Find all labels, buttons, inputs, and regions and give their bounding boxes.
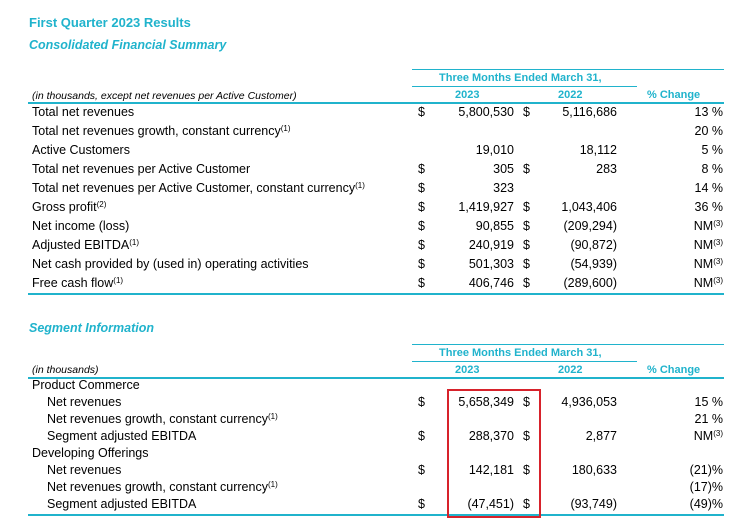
table-row [0, 496, 746, 513]
summary-col-change: % Change [647, 89, 701, 101]
percent-change: (49)% [689, 497, 723, 511]
page-title: First Quarter 2023 Results [29, 15, 191, 30]
percent-change: 5 % [701, 143, 723, 157]
value-2023: 142,181 [468, 463, 514, 477]
segment-col-2023: 2023 [455, 364, 480, 376]
percent-change: 15 % [694, 395, 723, 409]
summary-col-2022: 2022 [558, 89, 583, 101]
table-row [0, 462, 746, 479]
value-2023: 90,855 [475, 219, 514, 233]
percent-change: (17)% [689, 480, 723, 494]
dollar-sign-2023: $ [418, 463, 425, 477]
table-row [0, 445, 746, 462]
dollar-sign-2023: $ [418, 429, 425, 443]
dollar-sign-2023: $ [418, 497, 425, 511]
value-2022: 4,936,053 [561, 395, 617, 409]
summary-bottom-rule [28, 293, 724, 295]
summary-period-header: Three Months Ended March 31, [439, 72, 602, 84]
value-2023: 501,303 [468, 257, 514, 271]
row-label: Total net revenues per Active Customer [32, 162, 251, 176]
value-2023: 5,800,530 [458, 105, 514, 119]
table-row [0, 198, 746, 217]
summary-col-2023: 2023 [455, 89, 480, 101]
table-row [0, 103, 746, 122]
table-row [0, 160, 746, 179]
percent-change: 13 % [694, 105, 723, 119]
dollar-sign-2023: $ [418, 181, 425, 195]
value-2022: (289,600) [563, 276, 617, 290]
segment-top-rule [412, 344, 724, 345]
section-title-summary: Consolidated Financial Summary [29, 38, 227, 52]
dollar-sign-2023: $ [418, 257, 425, 271]
value-2023: 5,658,349 [458, 395, 514, 409]
value-2022: 2,877 [585, 429, 617, 443]
percent-change: NM$^{(3)}$ [693, 257, 723, 271]
table-row [0, 394, 746, 411]
table-row [0, 255, 746, 274]
summary-top-rule [412, 69, 724, 70]
table-row [0, 428, 746, 445]
value-2022: (93,749) [570, 497, 617, 511]
dollar-sign-2022: $ [523, 257, 530, 271]
percent-change: 21 % [694, 412, 723, 426]
row-label: Net cash provided by (used in) operating activities [32, 257, 309, 271]
value-2023: 19,010 [475, 143, 514, 157]
row-label: Free cash flow$^{(1)}$ [32, 276, 124, 290]
dollar-sign-2022: $ [523, 238, 530, 252]
summary-units-note: (in thousands, except net revenues per Active Customer) [32, 90, 297, 102]
percent-change: 20 % [694, 124, 723, 138]
value-2022: 18,112 [579, 143, 617, 157]
value-2022: (54,939) [570, 257, 617, 271]
segment-bottom-rule [28, 514, 724, 516]
table-row [0, 411, 746, 428]
percent-change: NM$^{(3)}$ [693, 276, 723, 290]
table-row [0, 122, 746, 141]
segment-units-note: (in thousands) [32, 364, 99, 376]
dollar-sign-2022: $ [523, 105, 530, 119]
group-label: Developing Offerings [32, 446, 149, 460]
row-label: Segment adjusted EBITDA [47, 429, 197, 443]
dollar-sign-2023: $ [418, 395, 425, 409]
percent-change: NM$^{(3)}$ [693, 238, 723, 252]
segment-col-change: % Change [647, 364, 701, 376]
summary-period-rule [412, 86, 637, 87]
table-row [0, 217, 746, 236]
value-2023: (47,451) [467, 497, 514, 511]
dollar-sign-2022: $ [523, 276, 530, 290]
segment-col-2022: 2022 [558, 364, 583, 376]
row-label: Total net revenues per Active Customer, constant currency$^{(1)}$ [32, 181, 365, 195]
table-row [0, 141, 746, 160]
row-label: Adjusted EBITDA$^{(1)}$ [32, 238, 140, 252]
row-label: Net revenues [47, 395, 122, 409]
section-title-segment: Segment Information [29, 321, 155, 335]
row-label: Gross profit$^{(2)}$ [32, 200, 107, 214]
row-label: Total net revenues growth, constant currency$^{(1)}$ [32, 124, 291, 138]
table-row [0, 236, 746, 255]
row-label: Net revenues growth, constant currency$^{(1)}$ [47, 412, 278, 426]
dollar-sign-2023: $ [418, 238, 425, 252]
row-label: Net revenues growth, constant currency$^{(1)}$ [47, 480, 278, 494]
table-row [0, 179, 746, 198]
row-label: Net income (loss) [32, 219, 130, 233]
row-label: Total net revenues [32, 105, 135, 119]
percent-change: NM$^{(3)}$ [693, 429, 723, 443]
value-2023: 240,919 [468, 238, 514, 252]
value-2022: (209,294) [563, 219, 617, 233]
group-label: Product Commerce [32, 378, 140, 392]
value-2023: 406,746 [468, 276, 514, 290]
value-2023: 323 [493, 181, 514, 195]
dollar-sign-2022: $ [523, 497, 530, 511]
percent-change: (21)% [689, 463, 723, 477]
dollar-sign-2023: $ [418, 276, 425, 290]
table-row [0, 479, 746, 496]
row-label: Segment adjusted EBITDA [47, 497, 197, 511]
dollar-sign-2023: $ [418, 105, 425, 119]
value-2022: 180,633 [571, 463, 617, 477]
row-label: Active Customers [32, 143, 130, 157]
value-2022: 283 [596, 162, 617, 176]
dollar-sign-2022: $ [523, 200, 530, 214]
dollar-sign-2022: $ [523, 463, 530, 477]
highlight-box-2023 [447, 389, 541, 518]
dollar-sign-2022: $ [523, 429, 530, 443]
dollar-sign-2023: $ [418, 219, 425, 233]
segment-period-rule [412, 361, 637, 362]
dollar-sign-2022: $ [523, 395, 530, 409]
segment-period-header: Three Months Ended March 31, [439, 347, 602, 359]
dollar-sign-2022: $ [523, 219, 530, 233]
percent-change: 14 % [694, 181, 723, 195]
percent-change: 36 % [694, 200, 723, 214]
value-2023: 305 [493, 162, 514, 176]
dollar-sign-2022: $ [523, 162, 530, 176]
value-2023: 1,419,927 [458, 200, 514, 214]
value-2023: 288,370 [468, 429, 514, 443]
value-2022: (90,872) [570, 238, 617, 252]
value-2022: 1,043,406 [561, 200, 617, 214]
table-row [0, 274, 746, 293]
table-row [0, 377, 746, 394]
percent-change: 8 % [701, 162, 723, 176]
row-label: Net revenues [47, 463, 122, 477]
percent-change: NM$^{(3)}$ [693, 219, 723, 233]
dollar-sign-2023: $ [418, 162, 425, 176]
value-2022: 5,116,686 [562, 105, 617, 119]
dollar-sign-2023: $ [418, 200, 425, 214]
